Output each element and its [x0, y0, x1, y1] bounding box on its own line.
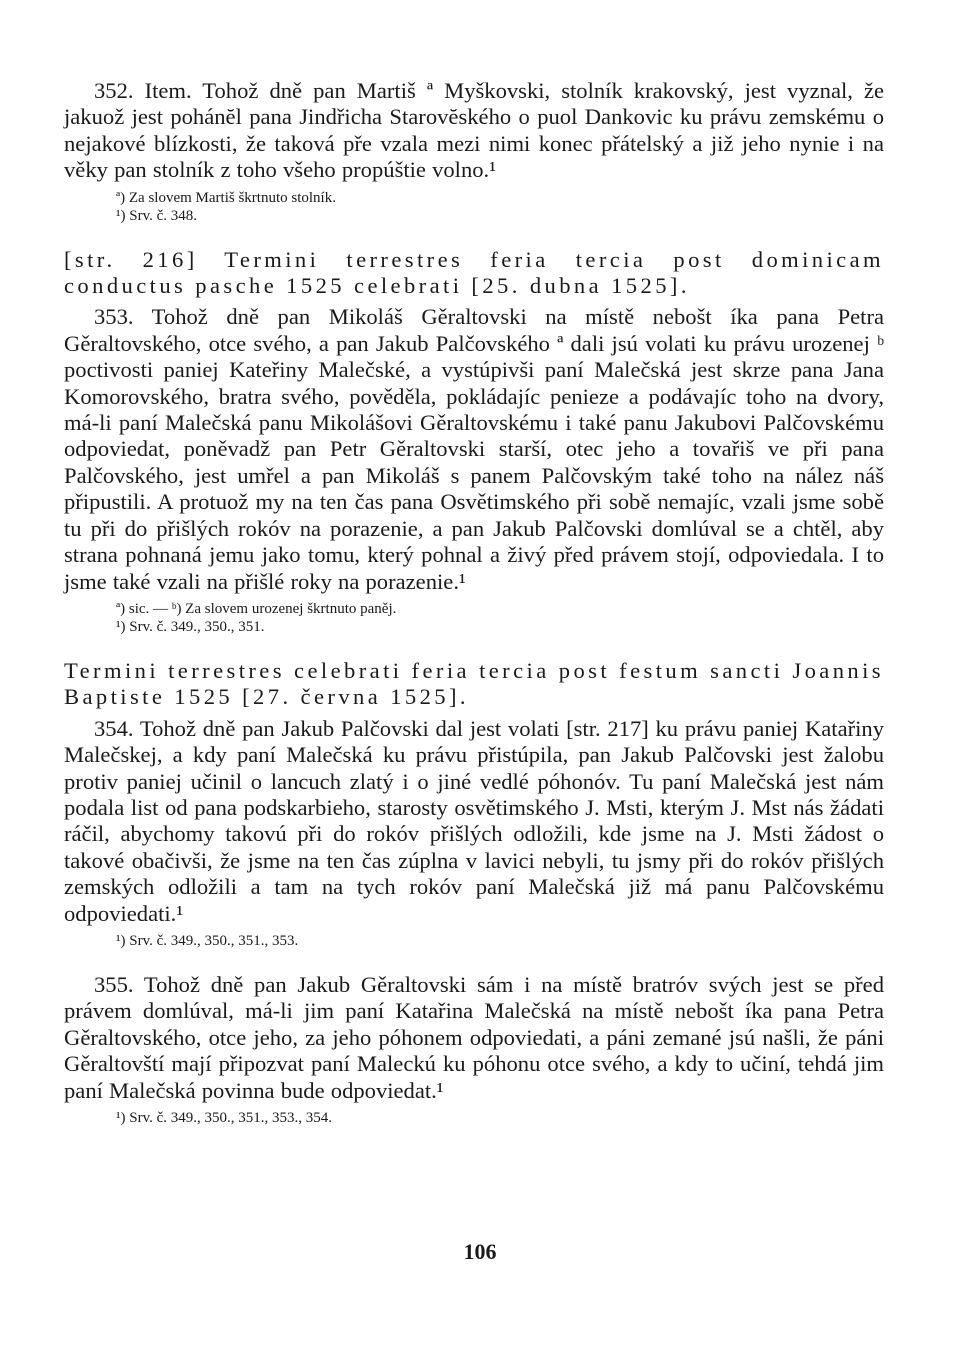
entry-354: 354. Tohož dně pan Jakub Palčovski dal jest volati [str. 217] ku právu paniej Katařiny Malečskej, a kdy paní Malečská ku právu přistúpila, pan Jakub Palčovski jest žalobu protiv paniej učinil o lancuch zlatý i o jiné vedlé póhonóv. Tu paní Malečská jest nám podala list od pana podskarbieho, starosty osvětimského J. Msti, kterým J. Mst nás žádati ráčil, abychomy takovú při do rokóv přišlých odložili, kde jsme na J. Msti žádost o takové obačivši, že jsme na ten čas zúplna v lavici nebyli, tu jsmy při do rokóv přišlých zemských odložili a tam na tych rokóv paní Malečská již má panu Palčovskému odpoviedati.¹: [64, 715, 884, 926]
section-heading-1: [str. 216] Termini terrestres feria tercia post dominicam conductus pasche 1525 celebrati [25. dubna 1525].: [64, 246, 884, 299]
entry-353: 353. Tohož dně pan Mikoláš Gěraltovski na místě nebošt íka pana Petra Gěraltovského, otce svého, a pan Jakub Palčovského ª dali jsú volati ku právu urozenej ᵇ poctivosti paniej Kateřiny Malečské, a vystúpivši paní Malečská jest skrze pana Jana Komorovského, bratra svého, pověděla, pokládajíc penieze a podávajíc toho na dvory, má-li paní Malečská panu Mikolášovi Gěraltovskému i také panu Jakubovi Palčovskému odpoviedat, poněvadž pan Petr Gěraltovski starší, otec jeho a tovařiš ve při pana Palčovského, jest umřel a pan Mikoláš s panem Palčovským také toho na nález náš připustili. A protuož my na ten čas pana Osvětimského při sobě nemajíc, vzali jsme sobě tu při do přišlých rokóv na porazenie, a pan Jakub Palčovski domlúval se a chtěl, aby strana pohnaná jemu jako tomu, který pohnal a živý před právem stojí, odpoviedala. I to jsme také vzali na přišlé roky na porazenie.¹: [64, 304, 884, 594]
footnote-352-a: ª) Za slovem Martiš škrtnuto stolník.: [116, 189, 336, 206]
footnote-355-1: ¹) Srv. č. 349., 350., 351., 353., 354.: [116, 1110, 333, 1126]
section-heading-2: Termini terrestres celebrati feria tercia post festum sancti Joannis Baptiste 1525 [27. června 1525].: [64, 657, 884, 710]
footnote-353-1: ¹) Srv. č. 349., 350., 351.: [116, 618, 265, 635]
footnote-354-1: ¹) Srv. č. 349., 350., 351., 353.: [116, 932, 299, 949]
entry-352: 352. Item. Tohož dně pan Martiš ª Myškovski, stolník krakovský, jest vyznal, že jakuož jest pohánĕl pana Jindřicha Starovĕského o puol Dankovic ku právu zemskému o nejakové blízkosti, že taková pře vzala mezi nimi konec přátelský a již jeho nynie i na věky pan stolník z toho všeho propúštie volno.¹: [64, 78, 884, 183]
footnote-352-1: ¹) Srv. č. 348.: [116, 207, 198, 224]
footnote-353-ab: ª) sic. — ᵇ) Za slovem urozenej škrtnuto paněj.: [116, 600, 397, 617]
page-number: 106: [463, 1239, 497, 1264]
document-page: [64, 78, 884, 1127]
entry-355: 355. Tohož dně pan Jakub Gěraltovski sám i na místě bratróv svých jest se před právem domlúval, má-li jim paní Katařina Malečská na místě nebošt íka pana Petra Gěraltovského, otce jeho, za jeho póhonem odpoviedati, a páni zemané jsú našli, že páni Gěraltovští mají připozvat paní Maleckú ku póhonu otce svého, a kdy to učiní, tehdá jim paní Malečská povinna bude odpoviedat.¹: [64, 971, 884, 1103]
